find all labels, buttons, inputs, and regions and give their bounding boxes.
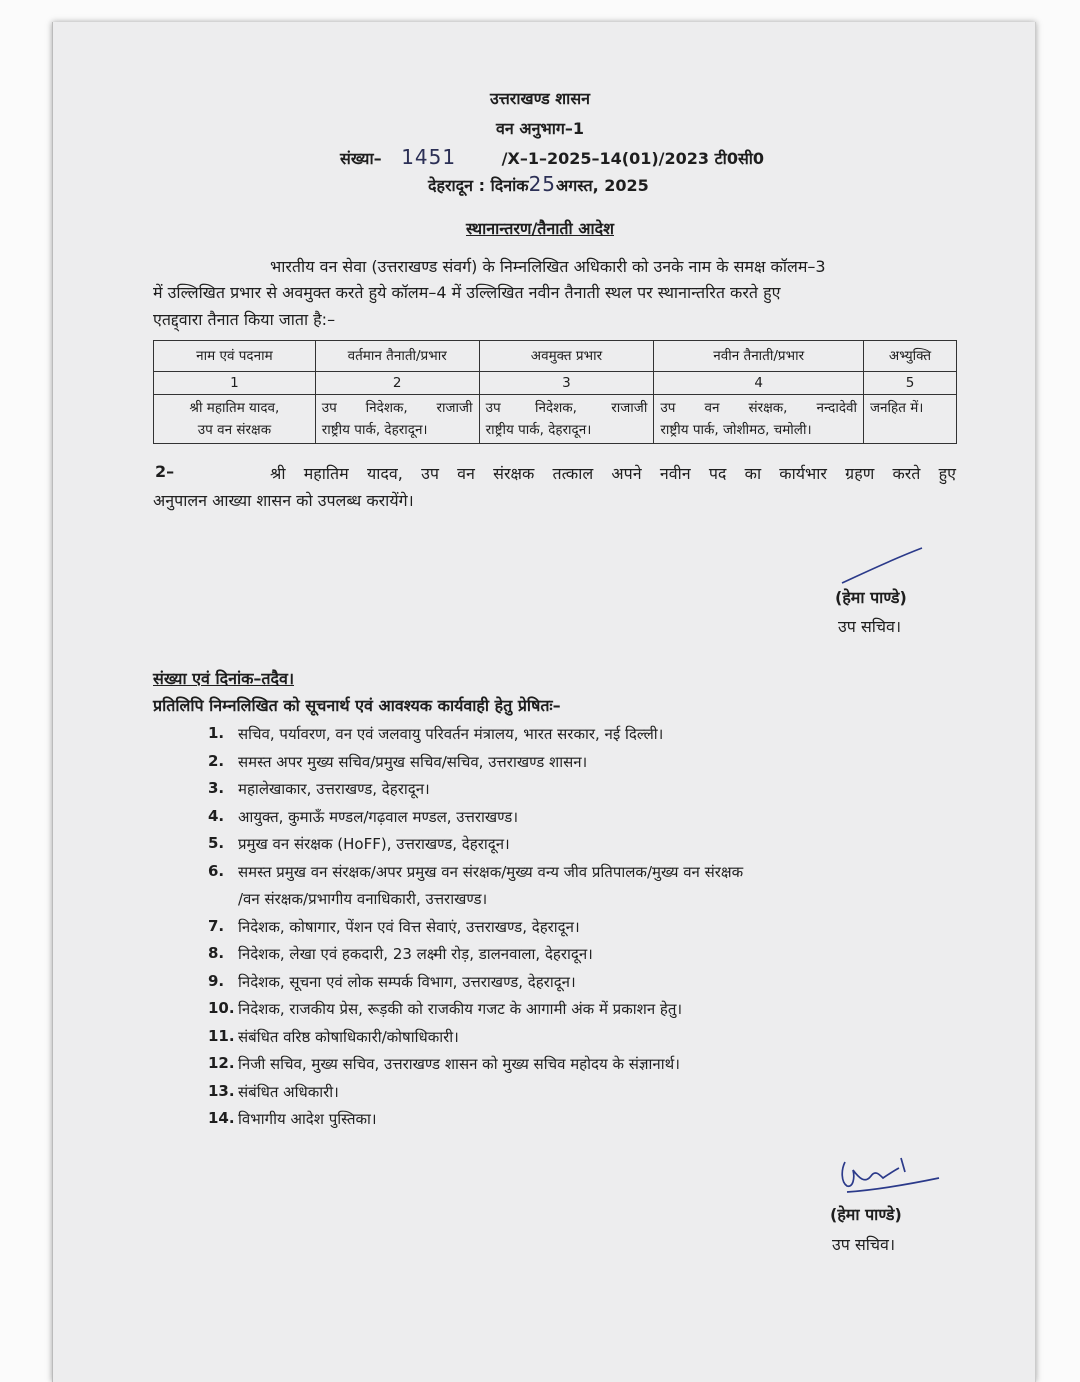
list-item-text: निजी सचिव, मुख्य सचिव, उत्तराखण्ड शासन को मुख्य सचिव महोदय के संज्ञानार्थ। <box>238 1055 680 1073</box>
list-item-text: संबंधित अधिकारी। <box>238 1082 339 1101</box>
signatory-designation-1: उप सचिव। <box>838 617 902 636</box>
list-item <box>208 1082 968 1110</box>
list-item <box>208 724 968 752</box>
officer-name: श्री महातिम यादव, <box>189 400 280 416</box>
list-item <box>208 944 968 972</box>
header-cell: अवमुक्त प्रभार <box>479 341 654 372</box>
list-item-number: 13. <box>208 1081 235 1100</box>
section-name: वन अनुभाग–1 <box>496 119 584 138</box>
para2-number: 2– <box>155 462 175 481</box>
list-item-text: /वन संरक्षक/प्रभागीय वनाधिकारी, उत्तराखण्ड। <box>238 890 488 908</box>
current-posting-line-1: उप निदेशक, राजाजी <box>321 400 473 416</box>
list-item-number: 11. <box>208 1026 235 1045</box>
para2-line-2: अनुपालन आख्या शासन को उपलब्ध करायेंगे। <box>153 491 414 510</box>
header-cell: नाम एवं पदनाम <box>154 341 316 372</box>
list-item-continuation <box>208 889 968 917</box>
relieved-charge-line-2: राष्ट्रीय पार्क, देहरादून। <box>485 422 592 438</box>
list-item <box>208 917 968 945</box>
relieved-charge-cell <box>479 395 654 444</box>
list-item-text: सचिव, पर्यावरण, वन एवं जलवायु परिवर्तन मंत्रालय, भारत सरकार, नई दिल्ली। <box>238 725 664 743</box>
current-posting-cell <box>315 395 479 444</box>
list-item-number: 12. <box>208 1054 235 1072</box>
table-header-row <box>154 341 957 372</box>
list-item-number: 2. <box>208 751 225 770</box>
list-item <box>208 972 968 1000</box>
number-prefix: संख्या– <box>340 149 382 168</box>
list-item-number: 6. <box>208 861 225 880</box>
signatory-name-2: (हेमा पाण्डे) <box>830 1205 902 1224</box>
list-item <box>208 1054 968 1082</box>
list-item-text: निदेशक, सूचना एवं लोक सम्पर्क विभाग, उत्तराखण्ड, देहरादून। <box>238 972 576 991</box>
intro-line-2: में उल्लिखित प्रभार से अवमुक्त करते हुये कॉलम–4 में उल्लिखित नवीन तैनाती स्थल पर स्थानान्तरित करते हुए <box>153 283 781 302</box>
date-suffix: अगस्त, 2025 <box>556 176 649 195</box>
number-suffix: /X–1–2025–14(01)/2023 टी0सी0 <box>501 149 765 168</box>
government-name: उत्तराखण्ड शासन <box>489 89 591 108</box>
list-item-text: प्रमुख वन संरक्षक (HoFF), उत्तराखण्ड, देहरादून। <box>238 835 510 853</box>
list-item-number: 7. <box>208 916 225 935</box>
signatory-name-1: (हेमा पाण्डे) <box>835 588 907 607</box>
current-posting-line-2: राष्ट्रीय पार्क, देहरादून। <box>321 422 428 438</box>
column-number: 2 <box>315 372 479 395</box>
order-title: स्थानान्तरण/तैनाती आदेश <box>465 219 614 238</box>
column-number: 3 <box>479 372 654 395</box>
signatory-designation-2: उप सचिव। <box>832 1235 896 1254</box>
list-item <box>208 862 968 890</box>
para2-line-1: श्री महातिम यादव, उप वन संरक्षक तत्काल अपने नवीन पद का कार्यभार ग्रहण करते हुए <box>270 464 956 483</box>
list-item-text: समस्त अपर मुख्य सचिव/प्रमुख सचिव/सचिव, उत्तराखण्ड शासन। <box>238 752 588 771</box>
column-number: 5 <box>864 372 957 395</box>
list-item-text: निदेशक, कोषागार, पेंशन एवं वित्त सेवाएं, उत्तराखण्ड, देहरादून। <box>238 917 580 936</box>
list-item <box>208 1109 968 1137</box>
order-date-line <box>428 172 649 196</box>
officer-designation: उप वन संरक्षक <box>197 422 272 438</box>
list-item-number: 14. <box>208 1109 235 1127</box>
list-item-number: 8. <box>208 944 225 962</box>
list-item-number: 10. <box>208 999 235 1017</box>
list-item-text: संबंधित वरिष्ठ कोषाधिकारी/कोषाधिकारी। <box>238 1027 459 1046</box>
new-posting-cell <box>654 395 864 444</box>
list-item-text: निदेशक, राजकीय प्रेस, रूड़की को राजकीय गजट के आगामी अंक में प्रकाशन हेतु। <box>238 1000 683 1018</box>
list-item-text: निदेशक, लेखा एवं हकदारी, 23 लक्ष्मी रोड़, डालनवाला, देहरादून। <box>238 945 593 963</box>
list-item-text: समस्त प्रमुख वन संरक्षक/अपर प्रमुख वन संरक्षक/मुख्य वन्य जीव प्रतिपालक/मुख्य वन संरक्षक <box>238 862 744 881</box>
list-item-number: 3. <box>208 779 225 797</box>
header-cell: नवीन तैनाती/प्रभार <box>654 341 864 372</box>
list-item <box>208 999 968 1027</box>
copy-list <box>208 724 968 1137</box>
reference-line: संख्या एवं दिनांक–तदैव। <box>153 669 295 688</box>
list-item <box>208 1027 968 1055</box>
remarks-cell: जनहित में। <box>864 395 957 444</box>
date-handwritten: 25 <box>528 172 557 196</box>
relieved-charge-line-1: उप निदेशक, राजाजी <box>485 400 648 416</box>
list-item-text: महालेखाकार, उत्तराखण्ड, देहरादून। <box>238 780 430 798</box>
list-item-number: 1. <box>208 724 225 742</box>
list-item-number: 9. <box>208 971 225 990</box>
list-item <box>208 807 968 835</box>
number-handwritten: 1451 <box>401 145 457 169</box>
intro-line-1: भारतीय वन सेवा (उत्तराखण्ड संवर्ग) के निम्नलिखित अधिकारी को उनके नाम के समक्ष कॉलम–3 <box>270 257 826 276</box>
transfer-table <box>153 340 957 444</box>
list-item-text: विभागीय आदेश पुस्तिका। <box>238 1110 377 1128</box>
list-item-number: 5. <box>208 834 225 852</box>
list-item <box>208 752 968 780</box>
intro-line-3: एतद्द्वारा तैनात किया जाता है:– <box>153 310 336 329</box>
list-item <box>208 834 968 862</box>
copy-heading: प्रतिलिपि निम्नलिखित को सूचनार्थ एवं आवश्यक कार्यवाही हेतु प्रेषितः– <box>153 696 561 715</box>
list-item-number: 4. <box>208 806 225 825</box>
table-number-row <box>154 372 957 395</box>
signature-mark-2 <box>835 1148 945 1200</box>
date-prefix: देहरादून : दिनांक <box>428 176 529 195</box>
list-item-text: आयुक्त, कुमाऊँ मण्डल/गढ़वाल मण्डल, उत्तराखण्ड। <box>238 807 519 826</box>
header-cell: अभ्युक्ति <box>864 341 957 372</box>
column-number: 1 <box>154 372 316 395</box>
table-row <box>154 395 957 444</box>
new-posting-line-1: उप वन संरक्षक, नन्दादेवी <box>660 400 858 416</box>
header-cell: वर्तमान तैनाती/प्रभार <box>315 341 479 372</box>
column-number: 4 <box>654 372 864 395</box>
new-posting-line-2: राष्ट्रीय पार्क, जोशीमठ, चमोली। <box>660 422 812 438</box>
order-number-line <box>340 145 764 169</box>
signature-mark-1 <box>838 545 926 587</box>
officer-cell <box>154 395 316 444</box>
list-item <box>208 779 968 807</box>
